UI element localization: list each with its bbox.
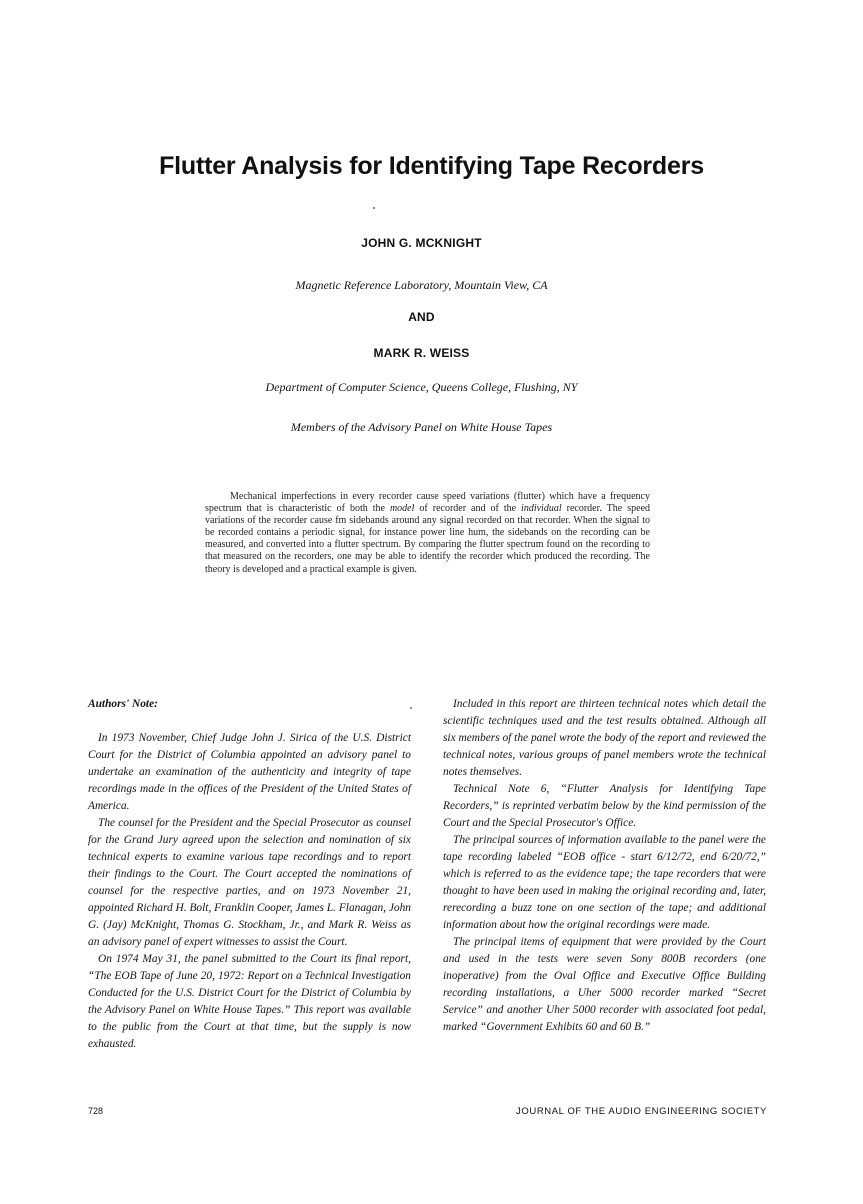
left-column — [88, 696, 411, 1053]
abstract-emphasis-individual: individual — [521, 503, 562, 515]
author-affiliation-1: Magnetic Reference Laboratory, Mountain View, CA — [295, 278, 548, 292]
abstract-text-2: of recorder and of the — [414, 503, 522, 515]
author-affiliation-2: Department of Computer Science, Queens College, Flushing, NY — [265, 380, 578, 394]
right-paragraph-3: The principal sources of information available to the panel were the tape recording labeled “EOB office - start 6/12/72, end 6/20/72,” which is referred to as the evidence tape; the tape recorders that were thought to have been used in making the original recording and, later, rerecording a buzz tone on one section of the tape; and additional information about how the original recordings were made. — [443, 834, 766, 931]
author-name-1: JOHN G. MCKNIGHT — [361, 236, 482, 250]
abstract-emphasis-model: model — [389, 503, 415, 515]
left-paragraph-2: The counsel for the President and the Special Prosecutor as counsel for the Grand Jury agreed upon the selection and nomination of six technical experts to examine various tape recordings and to report their findings to the Court. The Court accepted the nominations of counsel for the respective parties, and on 1973 November 21, appointed Richard H. Bolt, Franklin Cooper, James L. Flanagan, John G. (Jay) McKnight, Thomas G. Stockham, Jr., and Mark R. Weiss as an advisory panel of expert witnesses to assist the Court. — [88, 817, 411, 948]
right-paragraph-4: The principal items of equipment that were provided by the Court and used in the tests were seven Sony 800B recorders (one inoperative) from the Oval Office and Executive Office Building recording installations, a Uher 5000 recorder marked “Secret Service” and another Uher 5000 recorder with associated foot pedal, marked “Government Exhibits 60 and 60 B.” — [443, 936, 766, 1033]
authors-note-heading: Authors' Note: — [88, 698, 158, 710]
author-name-2: MARK R. WEISS — [373, 346, 470, 360]
page-number: 728 — [88, 1106, 104, 1116]
author-conjunction: AND — [408, 310, 435, 324]
scan-speck — [373, 207, 375, 209]
abstract-text-3: recorder. The speed variations of the recorder cause fm sidebands around any signal recorded on that recorder. When the signal to be recorded contains a periodic signal, for instance power line hum, the sidebands on the recording can be measured, and converted into a flutter spectrum. By comparing the flutter spectrum found on the recording to that measured on the recorders, one may be able to identify the recorder which produced the recording. The theory is developed and a practical example is given. — [205, 503, 651, 575]
abstract — [205, 491, 650, 576]
advisory-panel-line: Members of the Advisory Panel on White House Tapes — [290, 420, 553, 434]
right-paragraph-1: Included in this report are thirteen technical notes which detail the scientific techniques used and the test results obtained. Although all six members of the panel wrote the body of the report and reviewed the technical notes, various groups of panel members wrote the technical notes themselves. — [443, 698, 766, 778]
journal-name: JOURNAL OF THE AUDIO ENGINEERING SOCIETY — [516, 1106, 767, 1117]
abstract-text-1: Mechanical imperfections in every recorder cause speed variations (flutter) which have a frequency spectrum that is characteristic of both the — [205, 491, 650, 515]
left-paragraph-3: On 1974 May 31, the panel submitted to the Court its final report, “The EOB Tape of June 20, 1972: Report on a Technical Investigation Conducted for the U.S. District Court for the District of Columbia by the Advisory Panel on White House Tapes.” This report was available to the public from the Court at that time, but the supply is now exhausted. — [88, 953, 411, 1050]
paper-title: Flutter Analysis for Identifying Tape Recorders — [159, 152, 704, 180]
right-column — [443, 696, 766, 1036]
right-paragraph-2: Technical Note 6, “Flutter Analysis for Identifying Tape Recorders,” is reprinted verbatim below by the kind permission of the Court and the Special Prosecutor's Office. — [443, 783, 766, 829]
left-paragraph-1: In 1973 November, Chief Judge John J. Sirica of the U.S. District Court for the District of Columbia appointed an advisory panel to undertake an examination of the authenticity and integrity of tape recordings made in the offices of the President of the United States of America. — [88, 732, 411, 812]
scan-speck — [410, 707, 412, 709]
